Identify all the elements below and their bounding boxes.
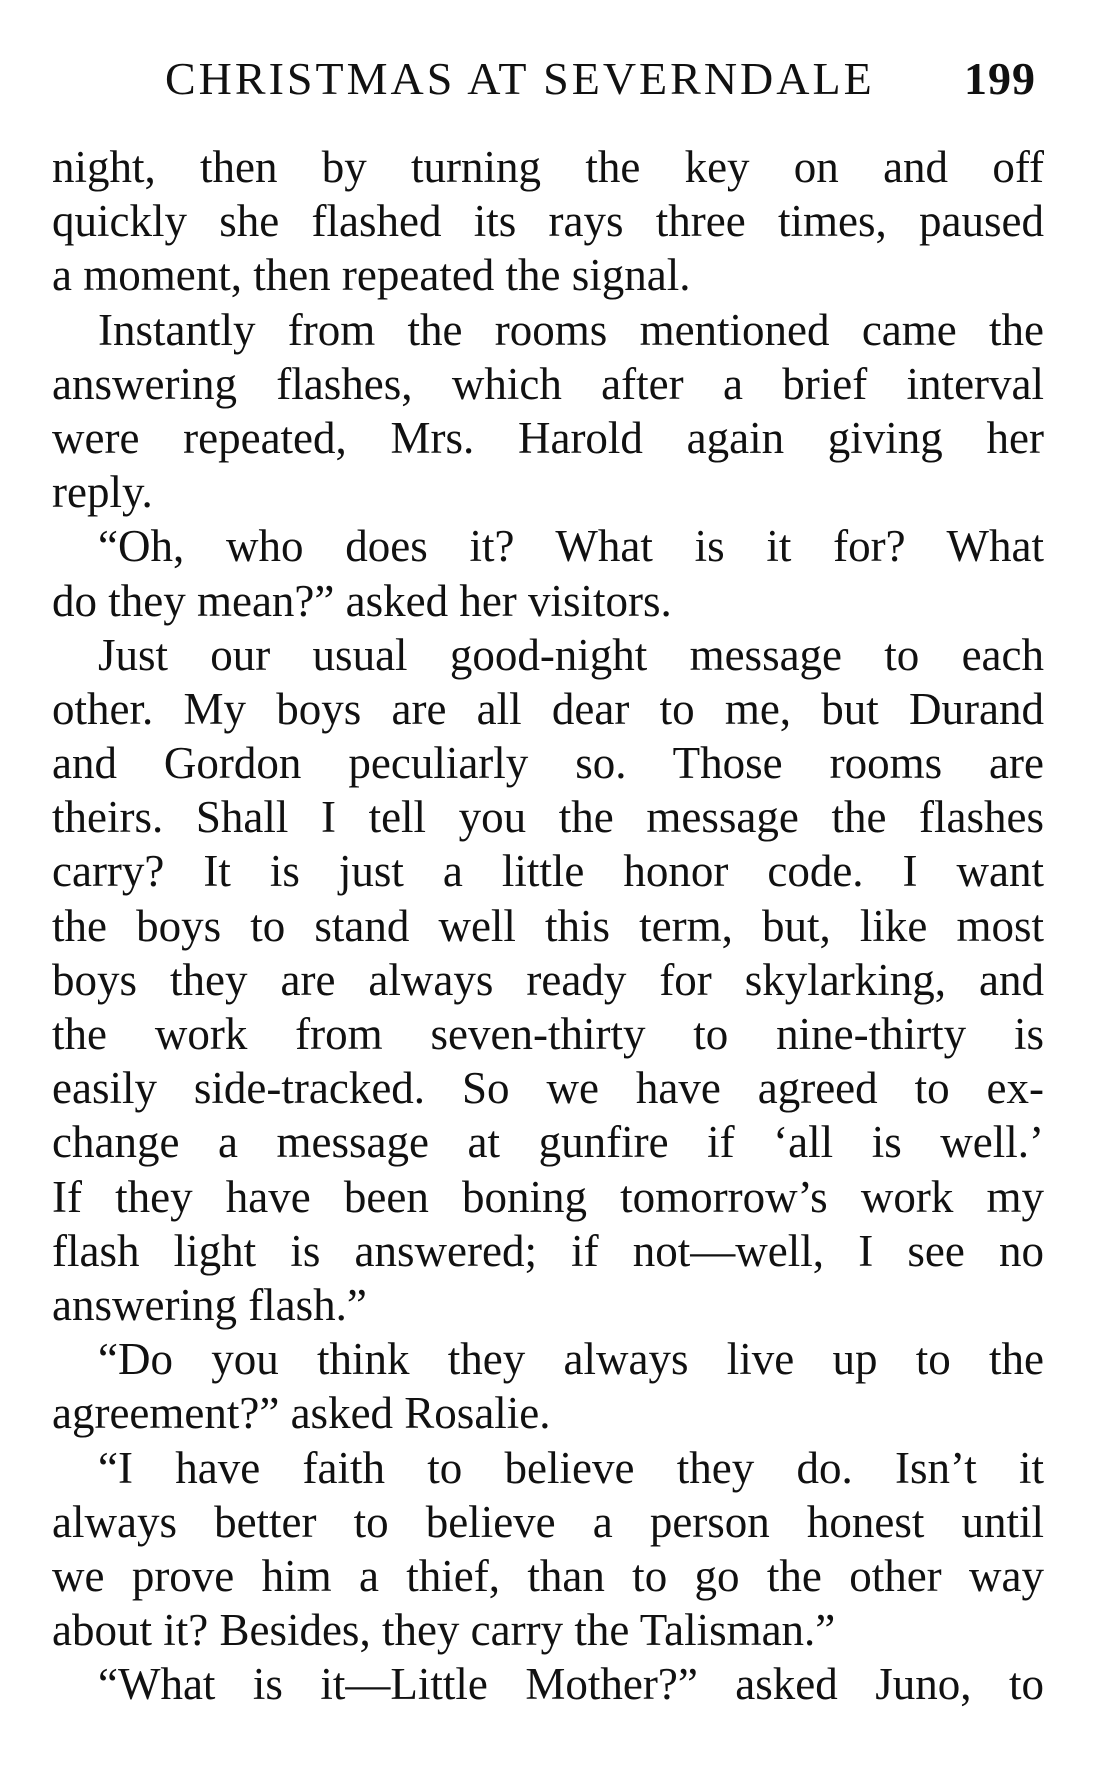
text-line: change a message at gunfire if ‘all is well.’ bbox=[52, 1117, 1044, 1168]
text-line: “Do you think they always live up to the bbox=[98, 1334, 1044, 1385]
text-line: night, then by turning the key on and off bbox=[52, 142, 1044, 192]
text-line: “I have faith to believe they do. Isn’t it bbox=[98, 1442, 1044, 1493]
text-line: and Gordon peculiarly so. Those rooms are bbox=[52, 738, 1044, 789]
text-line: carry? It is just a little honor code. I want bbox=[52, 846, 1044, 897]
text-line: “Oh, who does it? What is it for? What bbox=[98, 521, 1044, 572]
body-text bbox=[52, 140, 1044, 1711]
text-line: flash light is answered; if not—well, I see no bbox=[52, 1225, 1044, 1276]
text-line: Instantly from the rooms mentioned came the bbox=[98, 304, 1044, 355]
text-line: about it? Besides, they carry the Talisman.” bbox=[52, 1605, 836, 1656]
text-line: quickly she flashed its rays three times, paused bbox=[52, 196, 1044, 247]
text-line: answering flashes, which after a brief interval bbox=[52, 358, 1044, 409]
text-line: “What is it—Little Mother?” asked Juno, to bbox=[98, 1659, 1044, 1710]
text-line: boys they are always ready for skylarking, and bbox=[52, 954, 1044, 1005]
text-line: a moment, then repeated the signal. bbox=[52, 250, 691, 301]
text-line: agreement?” asked Rosalie. bbox=[52, 1388, 551, 1439]
text-line: other. My boys are all dear to me, but Durand bbox=[52, 683, 1044, 734]
text-line: Just our usual good-night message to each bbox=[98, 629, 1044, 680]
text-line: always better to believe a person honest until bbox=[52, 1496, 1044, 1547]
text-line: reply. bbox=[52, 467, 153, 518]
page-number: 199 bbox=[964, 52, 1036, 104]
text-line: were repeated, Mrs. Harold again giving her bbox=[52, 412, 1044, 463]
text-line: answering flash.” bbox=[52, 1279, 367, 1330]
text-line: easily side-tracked. So we have agreed to ex- bbox=[52, 1063, 1044, 1114]
text-line: theirs. Shall I tell you the message the flashes bbox=[52, 792, 1044, 843]
text-line: the boys to stand well this term, but, like most bbox=[52, 900, 1044, 951]
running-title: CHRISTMAS AT SEVERNDALE bbox=[165, 52, 875, 104]
text-line: do they mean?” asked her visitors. bbox=[52, 575, 672, 626]
text-line: If they have been boning tomorrow’s work my bbox=[52, 1171, 1044, 1222]
text-line: we prove him a thief, than to go the other way bbox=[52, 1550, 1044, 1601]
text-line: the work from seven-thirty to nine-thirty is bbox=[52, 1009, 1044, 1059]
running-header bbox=[165, 48, 1036, 108]
